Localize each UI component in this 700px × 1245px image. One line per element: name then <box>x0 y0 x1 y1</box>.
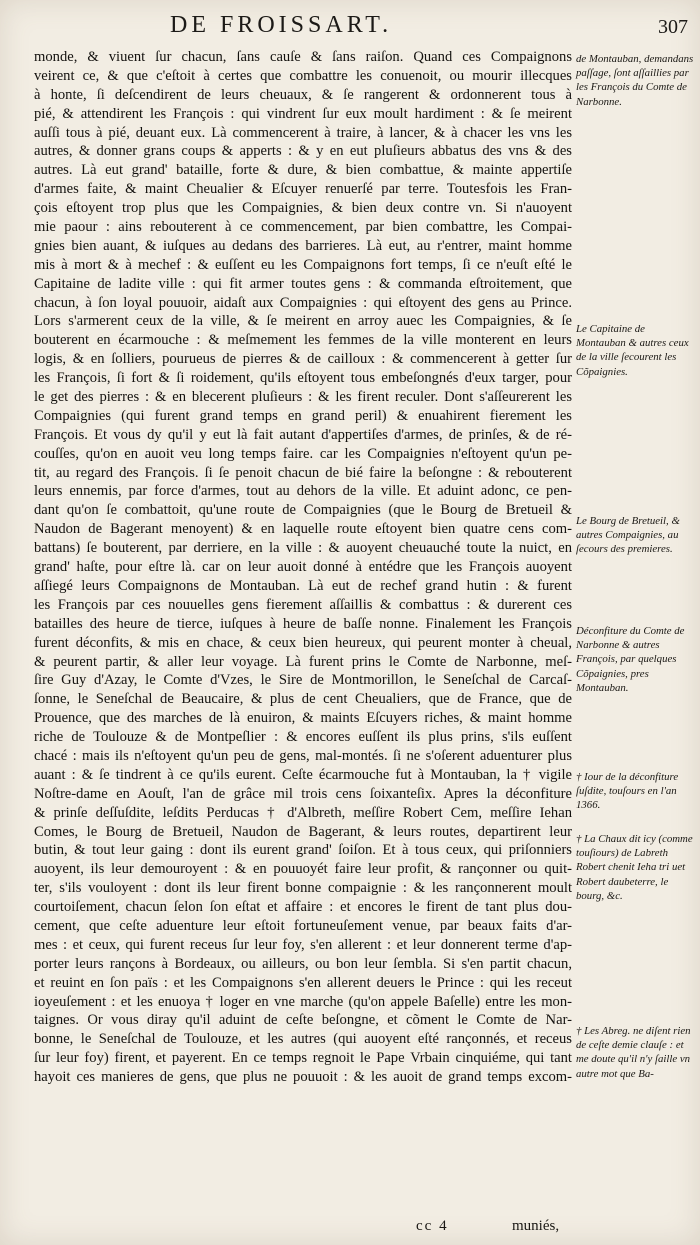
running-title: DE FROISSART. <box>170 12 393 38</box>
text-line: grand' haſte, pour eſtre là. car on leur auoit donné à entédre que les François auoyent <box>34 559 572 576</box>
text-line: pié, & attendirent les François : qui vindrent ſur eux moult hardiment : & ſe meirent <box>34 105 572 122</box>
text-line: chacun, à ſon loyal pouuoir, aidaſt aux Compaignies : qui eſtoyent des gens au Prince. <box>34 294 572 311</box>
text-line: tit, au regard des François. ſi ſe penoit chacun de bié faire la beſongne : & rebouterent <box>34 464 572 481</box>
text-line: autres, & donner grans coups & apperts : & y en eut pluſieurs abbatus des vns & des <box>34 143 572 160</box>
text-line: le get des pierres : & en blecerent pluſieurs : & les firent reculer. Dont s'aſſeurerent les <box>34 389 572 406</box>
text-line: mes : et ceux, qui furent receus ſur leur foy, s'en allerent : et leur donnerent terme d'ap- <box>34 936 572 953</box>
text-line: çois eſtoyent trop plus que les Compaignies, & bien deux contre vn. Si n'auoyent <box>34 200 572 217</box>
text-line: mie paour : ains rebouterent à ce commencement, par bien combattre, les Compai- <box>34 219 572 236</box>
page-number: 307 <box>658 16 688 38</box>
text-line: autres. Là eut grand' bataille, forte & dure, & bien combattue, & mainte appertiſe <box>34 162 572 179</box>
text-line: d'armes faite, & maint Cheualier & Eſcuyer renuerſé par terre. Toutesfois les Fran- <box>34 181 572 198</box>
text-line: couſſes, qu'on en auoit veu long temps faire. car les Compaignies n'eſtoyent qu'un pe- <box>34 445 572 462</box>
margin-note: † Les Abreg. ne diſent rien de ceſte demie clauſe : et me doute qu'il n'y ſaille vn autre mot que Ba- <box>576 1025 691 1080</box>
text-line: riche de Toulouze & de Montpeſlier : & encores euſſent ils plus prins, s'ils euſſent <box>34 729 572 746</box>
text-line: bouterent en écarmouche : & meſmement les femmes de la ville monterent en leurs <box>34 332 572 349</box>
text-line: ſire Guy d'Azay, le Comte d'Vzes, le Sire de Montmorillon, le Seneſchal de Carcaſ- <box>34 672 572 689</box>
text-line <box>34 1087 572 1106</box>
page-footer <box>0 1218 700 1242</box>
margin-note: de Montauban, demandans paſſage, ſont aſſaillies par les François du Comte de Narbonne. <box>576 53 694 108</box>
text-line: & peurent partir, & aller leur voyage. Là furent prins le Comte de Narbonne, meſ- <box>34 653 572 670</box>
text-line: leurs ennemis, par force d'armes, tout au dehors de la ville. Et aduint adonc, ce pen- <box>34 483 572 500</box>
text-line: gnies bien auant, & iuſques au dedans des barrieres. Là eut, au r'entrer, maint homme <box>34 237 572 254</box>
text-line: ſonne, le Seneſchal de Beaucaire, & plus de cent Cheualiers, que de France, que de <box>34 691 572 708</box>
text-line: cement, que ceſte aduenture leur eſtoit fortuneuſement venue, par beaux faits d'ar- <box>34 917 572 934</box>
text-line: Comes, le Bourg de Bretueil, Naudon de Bagerant, & leurs routes, departirent leur <box>34 823 572 840</box>
margin-note: Le Bourg de Bretueil, & autres Compaignies, au ſecours des premieres. <box>576 515 680 556</box>
text-line: butin, & tout leur gaing : dont ils eurent grand' ſoiſon. Et à tous ceux, qui priſonniers <box>34 842 572 859</box>
signature-mark: cc 4 <box>416 1218 449 1234</box>
text-line: auoyent, ils leur demouroyent : & en pouuoyét faire leur profit, & rançonner ou quit- <box>34 861 572 878</box>
text-line: battans) ſe bouterent, par derriere, en la ville : & auoyent cheuauché toute la nuict, en <box>34 540 572 557</box>
text-line: les François par ces nouuelles gens fierement aſſaillis & combattus : & durerent ces <box>34 596 572 613</box>
text-line: ioyeuſement : et les enuoya † loger en vne marche (qu'on appele Baſelle) entre les mon- <box>34 993 572 1010</box>
text-line: batailles des heure de tierce, iuſques à heure de baſſe nonne. Finalement les François <box>34 615 572 632</box>
page-header <box>170 12 692 42</box>
text-line: veirent ce, & que c'eſtoit à certes que combattre les conuenoit, ou mourir illecques <box>34 67 572 84</box>
text-line: ſur leur foy) firent, et payerent. En ce temps regnoit le Pape Vrbain cinquiéme, qui tant <box>34 1050 572 1067</box>
text-line: dant qu'on ſe combattoit, qu'une route de Compaignies (que le Bourg de Bretueil & <box>34 502 572 519</box>
text-line: les François, ſi fort & ſi roidement, qu'ils eſtoyent tous embeſongnés d'eux targer, pour <box>34 370 572 387</box>
text-line: mis à mort & à mechef : & euſſent eu les Compaignons fort temps, ſi ce n'euſt eſté le <box>34 256 572 273</box>
text-line: et reuint en ſon païs : et les Compaignons s'en allerent deuers le Prince : qui les receut <box>34 974 572 991</box>
text-line: auant : & ſe tindrent à ce qu'ils eurent. Ceſte écarmouche fut à Montauban, la † vigile <box>34 766 572 783</box>
text-line: Lors s'armerent ceux de la ville, & ſe meirent en arroy auec les Compaignies, & ſe <box>34 313 572 330</box>
text-line: chacé : mais ils n'eſtoyent qu'un peu de gens, mal-montés. ſi ne s'oſerent aduenturer plus <box>34 747 572 764</box>
text-line: Compaignies (qui furent grand temps en grand peril) & enuahirent fierement les <box>34 407 572 424</box>
text-line: logis, & en ſolliers, pourueus de pierres & de cailloux : & commencerent à getter ſur <box>34 351 572 368</box>
margin-note: † La Chaux dit icy (comme touſiours) de Labreth Robert chenit Ieha tri uet Robert daubeterre, le bourg, &c. <box>576 833 693 902</box>
margin-note: Le Capitaine de Montauban & autres ceux de la ville ſecourent les Cõpaignies. <box>576 323 689 378</box>
text-line: taignes. Or vous diray qu'il aduint de ceſte beſongne, et cõment le Comte de Nar- <box>34 1012 572 1029</box>
text-line: François. Et vous dy qu'il y eut là fait autant d'appertiſes d'armes, de prinſes, & de ré- <box>34 426 572 443</box>
text-line: monde, & viuent ſur chacun, ſans cauſe & ſans raiſon. Quand ces Compaignons <box>34 49 572 65</box>
text-line: porter leurs rançons à Bordeaux, ou ailleurs, ou bon leur ſembla. Si s'en partit chacun, <box>34 955 572 972</box>
text-line: Naudon de Bagerant menoyent) & en laquelle route eſtoyent bien quatre cens com- <box>34 521 572 538</box>
text-line: bonne, le Seneſchal de Toulouze, et les autres (qui auoyent eſté rançonnés, et receus <box>34 1031 572 1048</box>
text-line: Prouence, que des marches de là enuiron, & maints Eſcuyers riches, & maint homme <box>34 710 572 727</box>
text-line: Capitaine de ladite ville : qui fit armer toutes gens : & commanda eſtroitement, que <box>34 275 572 292</box>
text-line: hayoit ces manieres de gens, que plus ne pouuoit : & les auoit de grand temps excom- <box>34 1069 572 1086</box>
catchword: muniés, <box>512 1218 560 1234</box>
main-text-column <box>34 48 572 1106</box>
text-line: Noſtre-dame en Aouſt, l'an de grâce mil trois cens ſoixanteſix. Apres la déconfiture <box>34 785 572 802</box>
margin-note: † Iour de la déconfiture ſuſdite, touſours en l'an 1366. <box>576 771 679 812</box>
text-line: aſſiegé leurs Compaignons de Montauban. Là eut de rechef grand hutin : & furent <box>34 577 572 594</box>
text-line: à honte, ſi deſcendirent de leurs cheuaux, & ſe rangerent & ordonnerent tous à <box>34 86 572 103</box>
text-line: & prinſe deſſuſdite, leſdits Perducas † d'Albreth, meſſire Robert Cem, meſſire Iehan <box>34 804 572 821</box>
margin-note: Déconfiture du Comte de Narbonne & autres François, par quelques Cõpaignies, pres Montauban. <box>576 625 685 694</box>
text-line: courtoiſement, chacun ſelon ſon eſtat et affaire : et encores le firent de tant plus dou- <box>34 899 572 916</box>
text-line: furent déconfits, & mis en chace, & ceux bien heureux, qui peurent monter à cheual, <box>34 634 572 651</box>
text-line: auſſi tous à pié, deuant eux. Là commencerent à traire, à lancer, & à chacer les vns les <box>34 124 572 141</box>
text-line: ter, s'ils vouloyent : dont ils leur firent bonne compaignie : & les rançonnerent moult <box>34 880 572 897</box>
